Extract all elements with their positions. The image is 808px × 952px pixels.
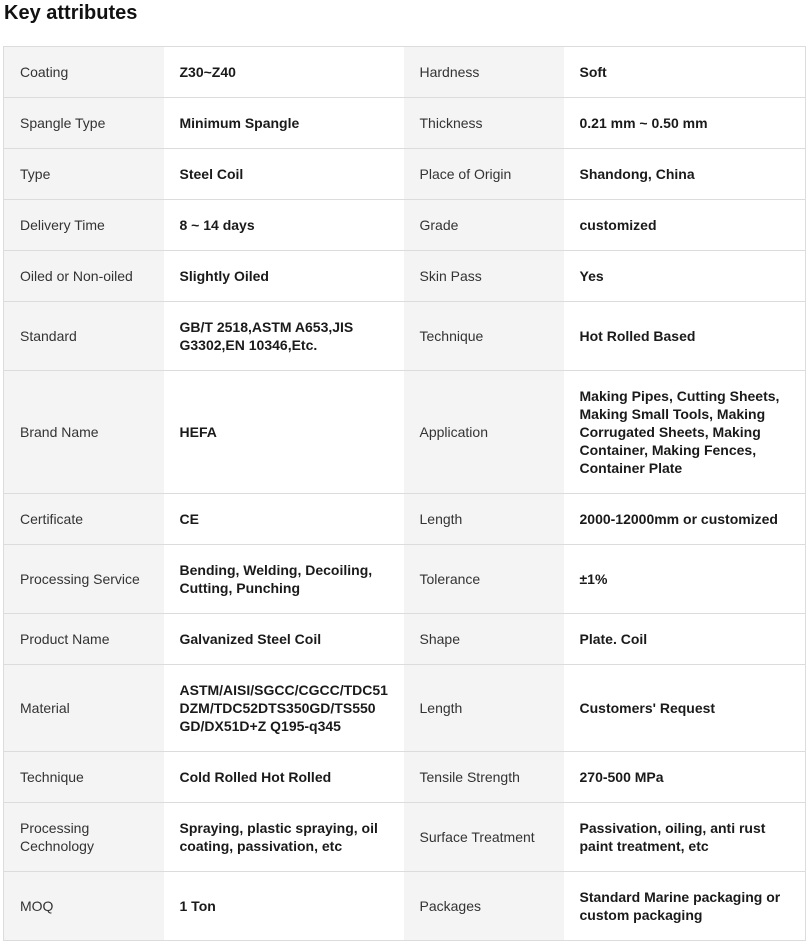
attribute-label: Standard [4,302,164,371]
page-title: Key attributes [4,2,138,24]
attribute-value: Shandong, China [564,149,806,200]
attribute-value: Cold Rolled Hot Rolled [164,752,404,803]
table-row [4,251,806,302]
table-row [4,98,806,149]
attribute-value: Bending, Welding, Decoiling, Cutting, Punching [164,545,404,614]
attribute-value: CE [164,494,404,545]
attribute-value: Yes [564,251,806,302]
attribute-label: Oiled or Non-oiled [4,251,164,302]
attribute-value: Standard Marine packaging or custom packaging [564,872,806,941]
table-row [4,614,806,665]
attribute-label: MOQ [4,872,164,941]
attribute-label: Technique [4,752,164,803]
table-row [4,803,806,872]
attribute-value: HEFA [164,371,404,494]
table-row [4,47,806,98]
attribute-label: Brand Name [4,371,164,494]
attribute-value: customized [564,200,806,251]
attribute-label: Thickness [404,98,564,149]
attribute-label: Packages [404,872,564,941]
attribute-label: Length [404,665,564,752]
attribute-value: 8 ~ 14 days [164,200,404,251]
attribute-value: 270-500 MPa [564,752,806,803]
attribute-value: Customers' Request [564,665,806,752]
attribute-value: 1 Ton [164,872,404,941]
attribute-label: Grade [404,200,564,251]
attribute-value: Spraying, plastic spraying, oil coating, passivation, etc [164,803,404,872]
table-row [4,494,806,545]
table-row [4,752,806,803]
key-attributes-table [3,46,806,941]
attribute-value: Slightly Oiled [164,251,404,302]
attribute-label: Coating [4,47,164,98]
attribute-label: Tensile Strength [404,752,564,803]
attribute-value: Hot Rolled Based [564,302,806,371]
attribute-label: Length [404,494,564,545]
attribute-label: Product Name [4,614,164,665]
attribute-value: Soft [564,47,806,98]
attribute-value: 2000-12000mm or customized [564,494,806,545]
attribute-label: Surface Treatment [404,803,564,872]
attribute-value: Making Pipes, Cutting Sheets, Making Small Tools, Making Corrugated Sheets, Making Container, Making Fences, Container Plate [564,371,806,494]
attribute-value: ±1% [564,545,806,614]
attribute-value: GB/T 2518,ASTM A653,JIS G3302,EN 10346,Etc. [164,302,404,371]
attribute-label: Type [4,149,164,200]
attribute-label: Shape [404,614,564,665]
attribute-value: Galvanized Steel Coil [164,614,404,665]
attribute-value: Steel Coil [164,149,404,200]
table-row [4,665,806,752]
table-row [4,872,806,941]
attribute-label: Application [404,371,564,494]
attribute-value: Z30~Z40 [164,47,404,98]
attribute-label: Tolerance [404,545,564,614]
attribute-label: Spangle Type [4,98,164,149]
attribute-label: Hardness [404,47,564,98]
table-row [4,200,806,251]
table-row [4,302,806,371]
attribute-label: Place of Origin [404,149,564,200]
table-row [4,545,806,614]
attribute-value: 0.21 mm ~ 0.50 mm [564,98,806,149]
attribute-label: Processing Cechnology [4,803,164,872]
attribute-label: Processing Service [4,545,164,614]
attribute-label: Skin Pass [404,251,564,302]
attribute-label: Delivery Time [4,200,164,251]
attribute-label: Technique [404,302,564,371]
attribute-label: Certificate [4,494,164,545]
table-row [4,371,806,494]
attribute-value: Passivation, oiling, anti rust paint treatment, etc [564,803,806,872]
attribute-label: Material [4,665,164,752]
table-row [4,149,806,200]
attribute-value: Minimum Spangle [164,98,404,149]
attribute-value: ASTM/AISI/SGCC/CGCC/TDC51 DZM/TDC52DTS350GD/TS550 GD/DX51D+Z Q195-q345 [164,665,404,752]
attribute-value: Plate. Coil [564,614,806,665]
